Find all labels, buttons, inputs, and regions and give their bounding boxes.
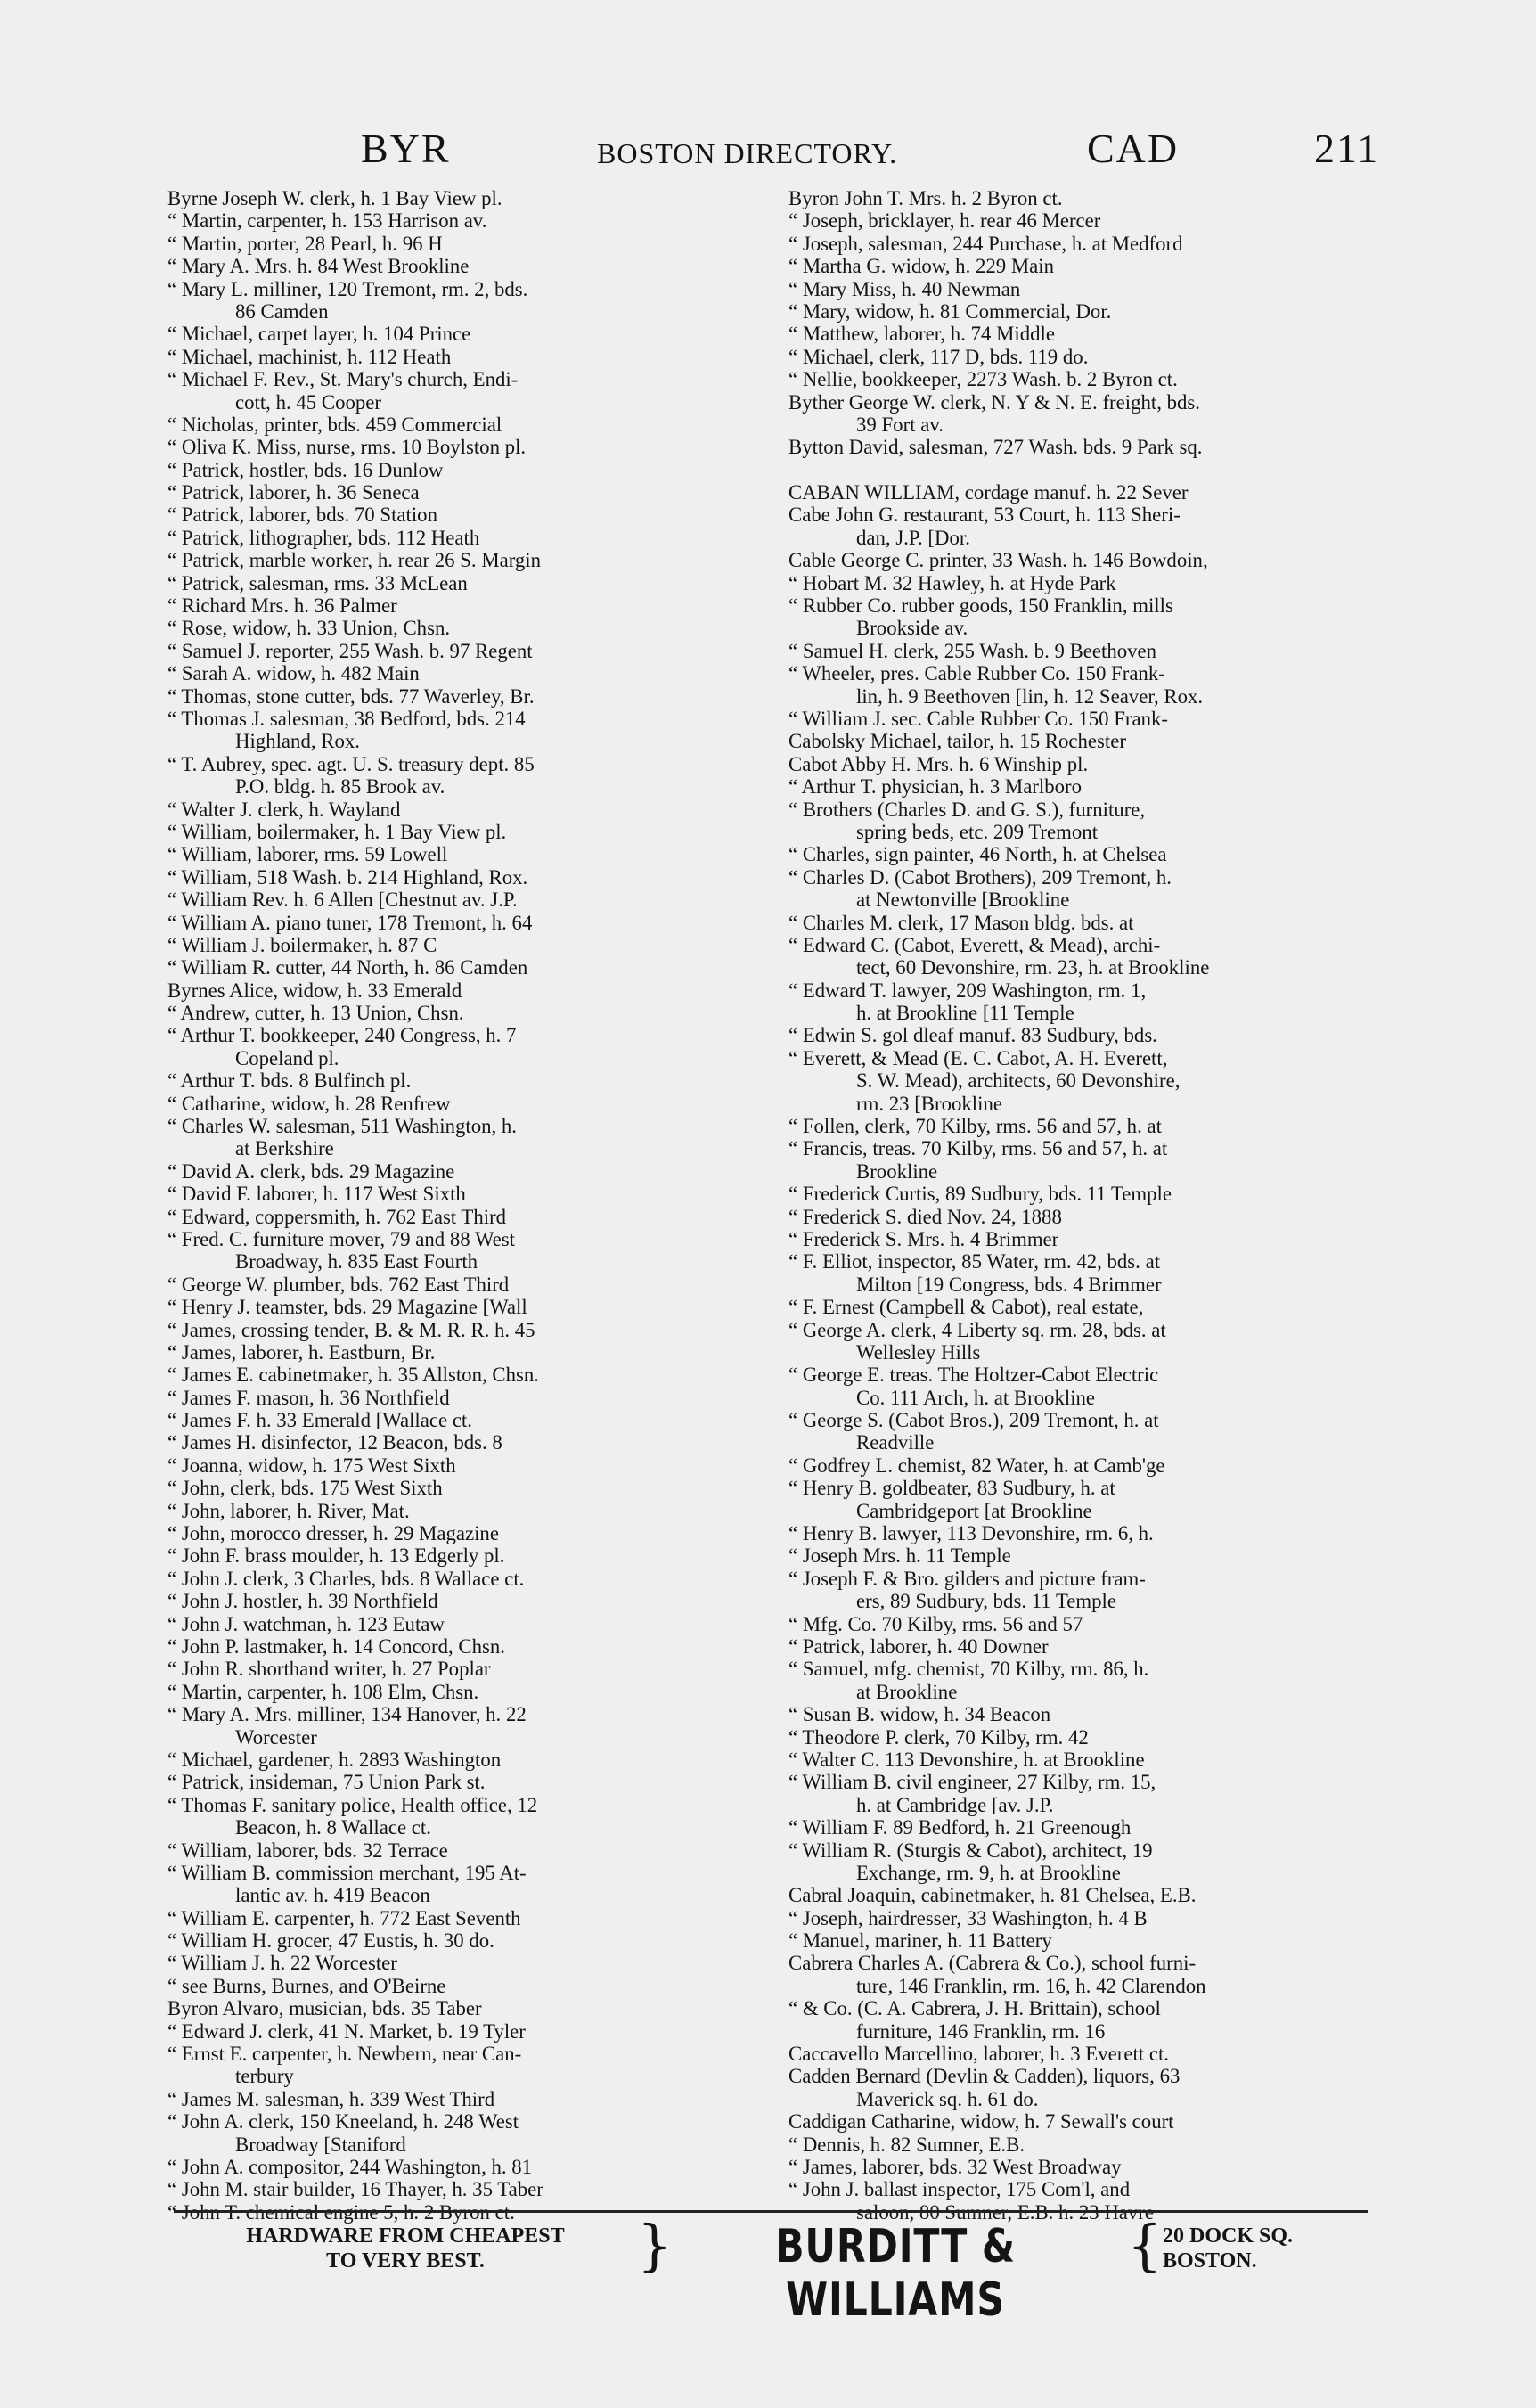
directory-entry: “ Patrick, insideman, 75 Union Park st.: [167, 1771, 486, 1794]
directory-entry: “ William Rev. h. 6 Allen [Chestnut av. J.P.: [167, 889, 518, 912]
directory-entry: Byther George W. clerk, N. Y & N. E. freight, bds.: [788, 390, 1200, 414]
directory-entry: “ F. Ernest (Campbell & Cabot), real estate,: [788, 1296, 1144, 1319]
directory-entry: “ William, laborer, bds. 32 Terrace: [167, 1839, 448, 1862]
directory-entry: “ Michael, clerk, 117 D, bds. 119 do.: [788, 345, 1089, 368]
directory-entry: “ William, laborer, rms. 59 Lowell: [167, 843, 448, 866]
entry-continuation: Copeland pl.: [235, 1046, 339, 1069]
directory-entry: “ Joseph, hairdresser, 33 Washington, h. 4 B: [788, 1906, 1148, 1929]
entry-continuation: S. W. Mead), architects, 60 Devonshire,: [856, 1069, 1181, 1093]
directory-entry: “ William J. sec. Cable Rubber Co. 150 Frank-: [788, 707, 1169, 730]
directory-entry: “ Mary L. milliner, 120 Tremont, rm. 2, bds.: [167, 277, 528, 300]
left-column: [167, 187, 787, 2224]
directory-entry: “ Michael, machinist, h. 112 Heath: [167, 345, 452, 368]
directory-entry: “ George W. plumber, bds. 762 East Third: [167, 1273, 510, 1296]
directory-entry: “ William B. civil engineer, 27 Kilby, rm. 15,: [788, 1771, 1156, 1794]
entry-continuation: Exchange, rm. 9, h. at Brookline: [856, 1861, 1121, 1884]
directory-entry: “ Nicholas, printer, bds. 459 Commercial: [167, 413, 502, 436]
directory-entry: “ Edward C. (Cabot, Everett, & Mead), archi-: [788, 933, 1161, 956]
directory-entry: “ Brothers (Charles D. and G. S.), furniture,: [788, 798, 1146, 821]
directory-entry: “ James H. disinfector, 12 Beacon, bds. 8: [167, 1431, 502, 1454]
directory-entry: “ David F. laborer, h. 117 West Sixth: [167, 1183, 466, 1206]
directory-entry: “ John M. stair builder, 16 Thayer, h. 35 Taber: [167, 2178, 543, 2201]
entry-continuation: h. at Brookline [11 Temple: [856, 1002, 1074, 1025]
directory-entry: “ Susan B. widow, h. 34 Beacon: [788, 1703, 1051, 1726]
directory-entry: Cadden Bernard (Devlin & Cadden), liquors, 63: [788, 2065, 1181, 2088]
entry-continuation: ture, 146 Franklin, rm. 16, h. 42 Clarendon: [856, 1974, 1206, 1997]
directory-entry: “ John T. chemical engine 5, h. 2 Byron ct.: [167, 2200, 515, 2224]
directory-entry: “ Michael F. Rev., St. Mary's church, Endi-: [167, 368, 519, 391]
brace-left: }: [637, 2213, 673, 2278]
directory-entry: “ Mary, widow, h. 81 Commercial, Dor.: [788, 299, 1112, 323]
directory-entry: “ Theodore P. clerk, 70 Kilby, rm. 42: [788, 1725, 1089, 1749]
directory-entry: “ John J. clerk, 3 Charles, bds. 8 Wallace ct.: [167, 1567, 525, 1590]
entry-continuation: at Brookline: [856, 1680, 958, 1703]
directory-entry: “ Everett, & Mead (E. C. Cabot, A. H. Everett,: [788, 1046, 1168, 1069]
directory-entry: “ Joanna, widow, h. 175 West Sixth: [167, 1454, 456, 1477]
directory-entry: “ Joseph, salesman, 244 Purchase, h. at Medford: [788, 232, 1183, 255]
directory-entry: “ Mary A. Mrs. h. 84 West Brookline: [167, 255, 470, 278]
entry-continuation: 39 Fort av.: [856, 413, 944, 436]
directory-entry: “ Patrick, marble worker, h. rear 26 S. Margin: [167, 549, 542, 572]
directory-entry: “ Arthur T. physician, h. 3 Marlboro: [788, 775, 1083, 799]
directory-entry: “ Fred. C. furniture mover, 79 and 88 West: [167, 1227, 515, 1250]
directory-entry: “ Arthur T. bookkeeper, 240 Congress, h. 7: [167, 1024, 517, 1047]
header-title: BOSTON DIRECTORY.: [597, 137, 898, 169]
directory-entry: “ Edward, coppersmith, h. 762 East Third: [167, 1205, 507, 1228]
directory-entry: “ Edward T. lawyer, 209 Washington, rm. 1,: [788, 979, 1147, 1002]
directory-entry: “ Charles M. clerk, 17 Mason bldg. bds. at: [788, 911, 1134, 934]
directory-entry: “ William J. boilermaker, h. 87 C: [167, 933, 437, 956]
directory-entry: Byrnes Alice, widow, h. 33 Emerald: [167, 979, 462, 1002]
entry-continuation: at Newtonville [Brookline: [856, 889, 1070, 912]
entry-continuation: cott, h. 45 Cooper: [235, 390, 381, 414]
directory-entry: “ Michael, carpet layer, h. 104 Prince: [167, 323, 471, 346]
ad-tagline: [174, 2224, 637, 2273]
directory-entry: Cabe John G. restaurant, 53 Court, h. 113 Sheri-: [788, 504, 1181, 527]
directory-entry: “ William F. 89 Bedford, h. 21 Greenough: [788, 1816, 1132, 1839]
entry-continuation: Highland, Rox.: [235, 730, 360, 753]
directory-entry: “ William A. piano tuner, 178 Tremont, h. 64: [167, 911, 533, 934]
directory-entry: Cable George C. printer, 33 Wash. h. 146 Bowdoin,: [788, 549, 1208, 572]
directory-entry: “ T. Aubrey, spec. agt. U. S. treasury dept. 85: [167, 752, 535, 775]
directory-entry: “ Francis, treas. 70 Kilby, rms. 56 and 57, h. at: [788, 1137, 1168, 1160]
entry-continuation: saloon, 80 Sumner, E.B. h. 23 Havre: [856, 2200, 1155, 2224]
entry-continuation: Broadway [Staniford: [235, 2133, 406, 2156]
directory-entry: “ William E. carpenter, h. 772 East Seventh: [167, 1906, 521, 1929]
directory-entry: “ John, clerk, bds. 175 West Sixth: [167, 1477, 443, 1500]
directory-entry: “ Joseph Mrs. h. 11 Temple: [788, 1544, 1011, 1568]
directory-entry: “ Mfg. Co. 70 Kilby, rms. 56 and 57: [788, 1612, 1083, 1635]
directory-entry: Cabral Joaquin, cabinetmaker, h. 81 Chelsea, E.B.: [788, 1884, 1197, 1907]
directory-entry: “ Martha G. widow, h. 229 Main: [788, 255, 1054, 278]
directory-entry: “ Thomas, stone cutter, bds. 77 Waverley, Br.: [167, 684, 535, 708]
directory-entry: “ Frederick S. died Nov. 24, 1888: [788, 1205, 1062, 1228]
directory-entry: “ William R. (Sturgis & Cabot), architect, 19: [788, 1839, 1153, 1862]
directory-entry: “ Martin, carpenter, h. 153 Harrison av.: [167, 209, 487, 233]
directory-entry: “ Mary A. Mrs. milliner, 134 Hanover, h. 22: [167, 1703, 527, 1726]
directory-entry: “ John, morocco dresser, h. 29 Magazine: [167, 1522, 499, 1545]
directory-entry: “ Oliva K. Miss, nurse, rms. 10 Boylston pl.: [167, 436, 527, 459]
directory-entry: “ William J. h. 22 Worcester: [167, 1952, 397, 1975]
directory-entry: “ John J. watchman, h. 123 Eutaw: [167, 1612, 445, 1635]
entry-continuation: Cambridgeport [at Brookline: [856, 1499, 1092, 1522]
directory-entry: “ William R. cutter, 44 North, h. 86 Camden: [167, 956, 528, 979]
directory-entry: “ Sarah A. widow, h. 482 Main: [167, 662, 420, 685]
directory-entry: “ William H. grocer, 47 Eustis, h. 30 do.: [167, 1929, 494, 1953]
entry-continuation: at Berkshire: [235, 1137, 334, 1160]
directory-entry: “ Walter C. 113 Devonshire, h. at Brookline: [788, 1748, 1145, 1771]
directory-entry: “ John J. hostler, h. 39 Northfield: [167, 1590, 438, 1613]
directory-entry: “ James F. h. 33 Emerald [Wallace ct.: [167, 1409, 472, 1432]
directory-entry: “ Arthur T. bds. 8 Bulfinch pl.: [167, 1069, 412, 1093]
entry-continuation: Wellesley Hills: [856, 1340, 981, 1364]
entry-continuation: furniture, 146 Franklin, rm. 16: [856, 2019, 1106, 2043]
directory-entry: “ Frederick Curtis, 89 Sudbury, bds. 11 Temple: [788, 1183, 1172, 1206]
directory-entry: “ see Burns, Burnes, and O'Beirne: [167, 1974, 446, 1997]
directory-entry: “ John F. brass moulder, h. 13 Edgerly pl.: [167, 1544, 505, 1568]
ad-tagline-line1: HARDWARE FROM CHEAPEST: [246, 2224, 565, 2248]
entry-continuation: Beacon, h. 8 Wallace ct.: [235, 1816, 431, 1839]
entry-continuation: dan, J.P. [Dor.: [856, 526, 970, 549]
entry-continuation: terbury: [235, 2065, 294, 2088]
directory-entry: “ Rose, widow, h. 33 Union, Chsn.: [167, 617, 451, 640]
entry-continuation: Brookline: [856, 1159, 938, 1183]
right-column: [788, 187, 1408, 2224]
entry-continuation: P.O. bldg. h. 85 Brook av.: [235, 775, 445, 799]
directory-entry: “ Samuel J. reporter, 255 Wash. b. 97 Regent: [167, 639, 533, 662]
directory-entry: “ Joseph, bricklayer, h. rear 46 Mercer: [788, 209, 1101, 233]
directory-entry: “ Joseph F. & Bro. gilders and picture fram-: [788, 1567, 1146, 1590]
directory-entry: “ James E. cabinetmaker, h. 35 Allston, Chsn.: [167, 1364, 539, 1387]
entry-continuation: Brookside av.: [856, 617, 968, 640]
directory-entry: “ John R. shorthand writer, h. 27 Poplar: [167, 1658, 491, 1681]
entry-continuation: rm. 23 [Brookline: [856, 1092, 1002, 1115]
entry-continuation: ers, 89 Sudbury, bds. 11 Temple: [856, 1590, 1116, 1613]
entry-continuation: tect, 60 Devonshire, rm. 23, h. at Brookline: [856, 956, 1210, 979]
directory-entry: “ Richard Mrs. h. 36 Palmer: [167, 594, 397, 618]
directory-entry: Cabolsky Michael, tailor, h. 15 Rochester: [788, 730, 1126, 753]
directory-entry: “ Rubber Co. rubber goods, 150 Franklin, mills: [788, 594, 1173, 618]
directory-entry: “ Matthew, laborer, h. 74 Middle: [788, 323, 1055, 346]
directory-entry: Caddigan Catharine, widow, h. 7 Sewall's court: [788, 2110, 1174, 2134]
ad-tagline-line2: TO VERY BEST.: [326, 2249, 485, 2273]
ad-address-line1: 20 DOCK SQ.: [1163, 2224, 1294, 2248]
entry-continuation: Readville: [856, 1431, 935, 1454]
directory-entry: “ Patrick, laborer, h. 40 Downer: [788, 1635, 1049, 1658]
directory-entry: “ John A. compositor, 244 Washington, h. 81: [167, 2155, 533, 2178]
directory-entry: “ Hobart M. 32 Hawley, h. at Hyde Park: [788, 571, 1116, 594]
directory-entry: “ Charles, sign painter, 46 North, h. at Chelsea: [788, 843, 1167, 866]
directory-entry: “ F. Elliot, inspector, 85 Water, rm. 42, bds. at: [788, 1250, 1161, 1274]
directory-entry: “ Walter J. clerk, h. Wayland: [167, 798, 401, 821]
directory-entry: “ Patrick, laborer, h. 36 Seneca: [167, 481, 420, 504]
page-number: 211: [1314, 126, 1380, 171]
directory-entry: “ Michael, gardener, h. 2893 Washington: [167, 1748, 502, 1771]
directory-entry: “ Godfrey L. chemist, 82 Water, h. at Camb'ge: [788, 1454, 1165, 1477]
directory-entry: “ Dennis, h. 82 Sumner, E.B.: [788, 2133, 1025, 2156]
directory-entry: “ John P. lastmaker, h. 14 Concord, Chsn.: [167, 1635, 506, 1658]
directory-entry: “ David A. clerk, bds. 29 Magazine: [167, 1159, 455, 1183]
entry-continuation: lin, h. 9 Beethoven [lin, h. 12 Seaver, Rox.: [856, 684, 1204, 708]
entry-continuation: Maverick sq. h. 61 do.: [856, 2087, 1039, 2110]
directory-entry: “ Samuel H. clerk, 255 Wash. b. 9 Beethoven: [788, 639, 1157, 662]
directory-entry: “ James F. mason, h. 36 Northfield: [167, 1386, 450, 1409]
directory-entry: “ Samuel, mfg. chemist, 70 Kilby, rm. 86, h.: [788, 1658, 1149, 1681]
directory-entry: “ Follen, clerk, 70 Kilby, rms. 56 and 57, h. at: [788, 1115, 1162, 1138]
directory-entry: “ Mary Miss, h. 40 Newman: [788, 277, 1021, 300]
directory-entry: “ John J. ballast inspector, 175 Com'l, and: [788, 2178, 1131, 2201]
header-guide-word-left: BYR: [361, 126, 451, 171]
section-gap: [788, 459, 1408, 481]
directory-entry: “ James M. salesman, h. 339 West Third: [167, 2087, 495, 2110]
directory-entry: “ Charles W. salesman, 511 Washington, h.: [167, 1115, 517, 1138]
directory-entry: “ Patrick, lithographer, bds. 112 Heath: [167, 526, 480, 549]
directory-entry: “ Charles D. (Cabot Brothers), 209 Tremont, h.: [788, 865, 1172, 889]
directory-entry: “ Edwin S. gol dleaf manuf. 83 Sudbury, bds.: [788, 1024, 1157, 1047]
directory-entry: “ William, 518 Wash. b. 214 Highland, Rox.: [167, 865, 528, 889]
directory-entry: “ James, laborer, h. Eastburn, Br.: [167, 1340, 436, 1364]
directory-entry: “ Martin, porter, 28 Pearl, h. 96 H: [167, 232, 443, 255]
directory-entry: Byron Alvaro, musician, bds. 35 Taber: [167, 1997, 482, 2020]
directory-entry: Cabrera Charles A. (Cabrera & Co.), school furni-: [788, 1952, 1197, 1975]
brace-right: {: [1127, 2213, 1163, 2278]
header-guide-word-right: CAD: [1087, 126, 1180, 171]
directory-entry: “ Henry B. goldbeater, 83 Sudbury, h. at: [788, 1477, 1115, 1500]
directory-entry: Byron John T. Mrs. h. 2 Byron ct.: [788, 187, 1063, 209]
directory-entry: “ Wheeler, pres. Cable Rubber Co. 150 Frank-: [788, 662, 1165, 685]
page-header: [151, 125, 1381, 178]
directory-entry: “ Martin, carpenter, h. 108 Elm, Chsn.: [167, 1680, 479, 1703]
entry-continuation: Worcester: [235, 1725, 317, 1749]
entry-continuation: Broadway, h. 835 East Fourth: [235, 1250, 478, 1274]
directory-entry: “ Henry B. lawyer, 113 Devonshire, rm. 6, h.: [788, 1522, 1154, 1545]
entry-continuation: spring beds, etc. 209 Tremont: [856, 820, 1099, 843]
directory-entry: “ John A. clerk, 150 Kneeland, h. 248 West: [167, 2110, 519, 2134]
directory-entry: “ Catharine, widow, h. 28 Renfrew: [167, 1092, 451, 1115]
directory-entry: “ Patrick, salesman, rms. 33 McLean: [167, 571, 468, 594]
directory-entry: “ James, laborer, bds. 32 West Broadway: [788, 2155, 1122, 2178]
directory-entry: “ & Co. (C. A. Cabrera, J. H. Brittain), school: [788, 1997, 1161, 2020]
directory-entry: “ George E. treas. The Holtzer-Cabot Electric: [788, 1364, 1159, 1387]
directory-entry: “ Patrick, laborer, bds. 70 Station: [167, 504, 437, 527]
directory-entry: “ Ernst E. carpenter, h. Newbern, near Can-: [167, 2043, 522, 2066]
directory-entry: “ Thomas F. sanitary police, Health office, 12: [167, 1793, 538, 1816]
directory-entry: Bytton David, salesman, 727 Wash. bds. 9 Park sq.: [788, 436, 1203, 459]
directory-entry: “ William B. commission merchant, 195 At-: [167, 1861, 527, 1884]
entry-continuation: h. at Cambridge [av. J.P.: [856, 1793, 1054, 1816]
entry-continuation: 86 Camden: [235, 299, 329, 323]
directory-entry: “ Henry J. teamster, bds. 29 Magazine [Wall: [167, 1296, 527, 1319]
entry-continuation: Co. 111 Arch, h. at Brookline: [856, 1386, 1096, 1409]
directory-entry: “ Manuel, mariner, h. 11 Battery: [788, 1929, 1052, 1953]
directory-entry: Cabot Abby H. Mrs. h. 6 Winship pl.: [788, 752, 1089, 775]
directory-entry: “ William, boilermaker, h. 1 Bay View pl.: [167, 820, 507, 843]
directory-entry: “ George A. clerk, 4 Liberty sq. rm. 28, bds. at: [788, 1318, 1166, 1341]
entry-continuation: lantic av. h. 419 Beacon: [235, 1884, 430, 1907]
directory-entry: CABAN WILLIAM, cordage manuf. h. 22 Sever: [788, 481, 1189, 504]
directory-entry: “ Frederick S. Mrs. h. 4 Brimmer: [788, 1227, 1059, 1250]
advertisement-footer: [174, 2210, 1368, 2327]
directory-entry: “ James, crossing tender, B. & M. R. R. h. 45: [167, 1318, 535, 1341]
directory-entry: Caccavello Marcellino, laborer, h. 3 Everett ct.: [788, 2043, 1169, 2066]
directory-entry: “ John, laborer, h. River, Mat.: [167, 1499, 410, 1522]
directory-entry: “ Thomas J. salesman, 38 Bedford, bds. 214: [167, 707, 526, 730]
directory-entry: “ George S. (Cabot Bros.), 209 Tremont, h. at: [788, 1409, 1159, 1432]
directory-entry: Byrne Joseph W. clerk, h. 1 Bay View pl.: [167, 187, 502, 209]
ad-company-name: BURDITT & WILLIAMS: [775, 2220, 1016, 2327]
directory-entry: “ Patrick, hostler, bds. 16 Dunlow: [167, 458, 444, 481]
directory-entry: “ Nellie, bookkeeper, 2273 Wash. b. 2 Byron ct.: [788, 368, 1178, 391]
ad-address: [1163, 2224, 1377, 2273]
entry-continuation: Milton [19 Congress, bds. 4 Brimmer: [856, 1273, 1162, 1296]
directory-entry: “ Andrew, cutter, h. 13 Union, Chsn.: [167, 1002, 464, 1025]
directory-entry: “ Edward J. clerk, 41 N. Market, b. 19 Tyler: [167, 2019, 526, 2043]
ad-address-line2: BOSTON.: [1163, 2249, 1257, 2273]
